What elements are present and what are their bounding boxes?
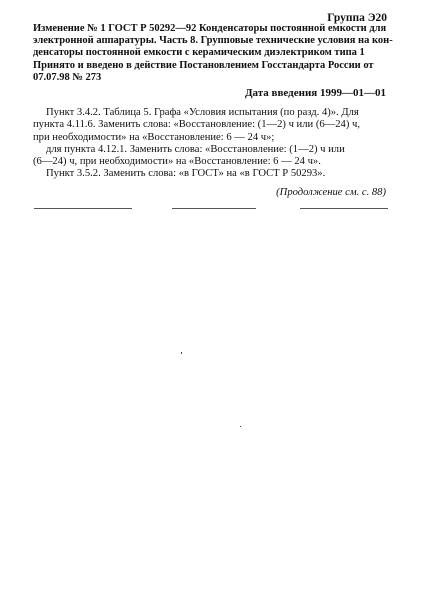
group-code: Группа Э20: [327, 12, 387, 24]
body-line: для пункта 4.12.1. Заменить слова: «Восстановление: (1—2) ч или: [46, 143, 345, 155]
effective-date: Дата введения 1999—01—01: [244, 87, 386, 99]
amendment-heading: [33, 23, 393, 84]
body-line: Пункт 3.4.2. Таблица 5. Графа «Условия испытания (по разд. 4)». Для: [46, 107, 359, 118]
heading-line: Изменение № 1 ГОСТ Р 50292—92 Конденсаторы постоянной емкости для: [33, 23, 387, 34]
heading-line: денсаторы постоянной емкости с керамическим диэлектриком типа 1: [33, 47, 365, 59]
heading-line: 07.07.98 № 273: [33, 71, 102, 83]
body-line: Пункт 3.5.2. Заменить слова: «в ГОСТ» на «в ГОСТ Р 50293».: [46, 168, 326, 180]
heading-line: Принято и введено в действие Постановлением Госстандарта России от: [33, 59, 374, 71]
heading-line: электронной аппаратуры. Часть 8. Групповые технические условия на кон-: [33, 35, 393, 47]
continued-note: (Продолжение см. с. 88): [276, 187, 386, 198]
scan-speck: [240, 426, 241, 427]
body-line: (6—24) ч, при необходимости» на «Восстановление: 6 — 24 ч».: [33, 156, 321, 168]
amendment-body: [33, 107, 388, 181]
scan-speck: [181, 352, 182, 354]
divider-rule: [34, 208, 132, 209]
divider-rule: [300, 208, 388, 209]
body-line: при необходимости» на «Восстановление: 6 — 24 ч»;: [33, 131, 275, 143]
body-line: пункта 4.11.6. Заменить слова: «Восстановление: (1—2) ч или (6—24) ч,: [33, 119, 360, 131]
divider-rule: [172, 208, 256, 209]
